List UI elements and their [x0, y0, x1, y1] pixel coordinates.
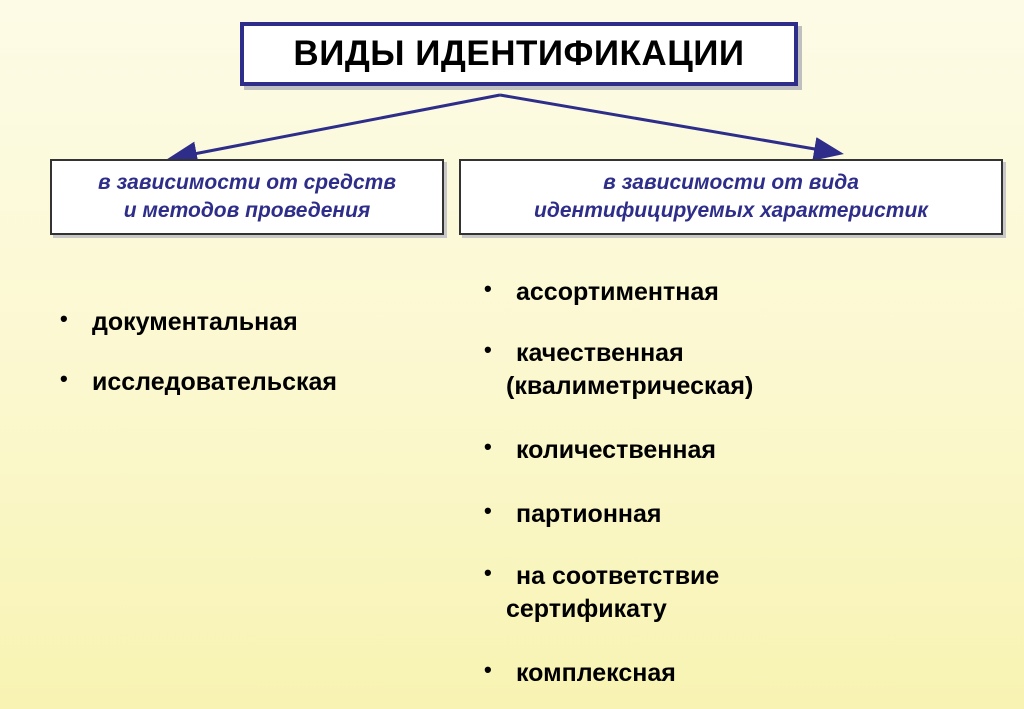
list-item-text: комплексная — [516, 659, 676, 687]
branch-heading-line: в зависимости от средств — [97, 171, 397, 194]
bullet-icon: • — [60, 366, 68, 391]
branch-heading-line: в зависимости от вида — [603, 171, 859, 194]
list-item-text: документальная — [92, 308, 298, 336]
bullet-icon: • — [484, 337, 492, 362]
list-item — [60, 366, 337, 399]
list-item — [484, 337, 753, 403]
list-item-text: качественная — [516, 339, 684, 367]
bullet-icon: • — [60, 306, 68, 331]
list-item — [484, 276, 719, 309]
bullet-icon: • — [484, 657, 492, 682]
bullet-icon: • — [484, 498, 492, 523]
bullet-icon: • — [484, 560, 492, 585]
list-item — [484, 434, 716, 467]
branch-box-characteristics — [459, 159, 1003, 235]
list-item-text: количественная — [516, 436, 716, 464]
branch-heading-line: и методов проведения — [123, 199, 371, 222]
list-item-text: исследовательская — [92, 368, 338, 396]
arrow-to-left-branch — [173, 95, 500, 158]
page-title: ВИДЫ ИДЕНТИФИКАЦИИ — [293, 34, 745, 73]
branch-box-methods — [50, 159, 444, 235]
list-item-text-continuation: (квалиметрическая) — [506, 372, 754, 400]
branch-heading-line: идентифицируемых характеристик — [534, 199, 928, 222]
list-item-text: партионная — [516, 500, 662, 528]
list-item — [484, 498, 662, 531]
list-item — [484, 657, 676, 690]
title-box — [240, 22, 798, 86]
list-item — [484, 560, 719, 626]
bullet-icon: • — [484, 276, 492, 301]
bullet-icon: • — [484, 434, 492, 459]
list-item-text: на соответствие — [516, 562, 720, 590]
arrow-to-right-branch — [500, 95, 838, 153]
list-item-text-continuation: сертификату — [506, 595, 667, 623]
list-item-text: ассортиментная — [516, 278, 719, 306]
list-item — [60, 306, 298, 339]
